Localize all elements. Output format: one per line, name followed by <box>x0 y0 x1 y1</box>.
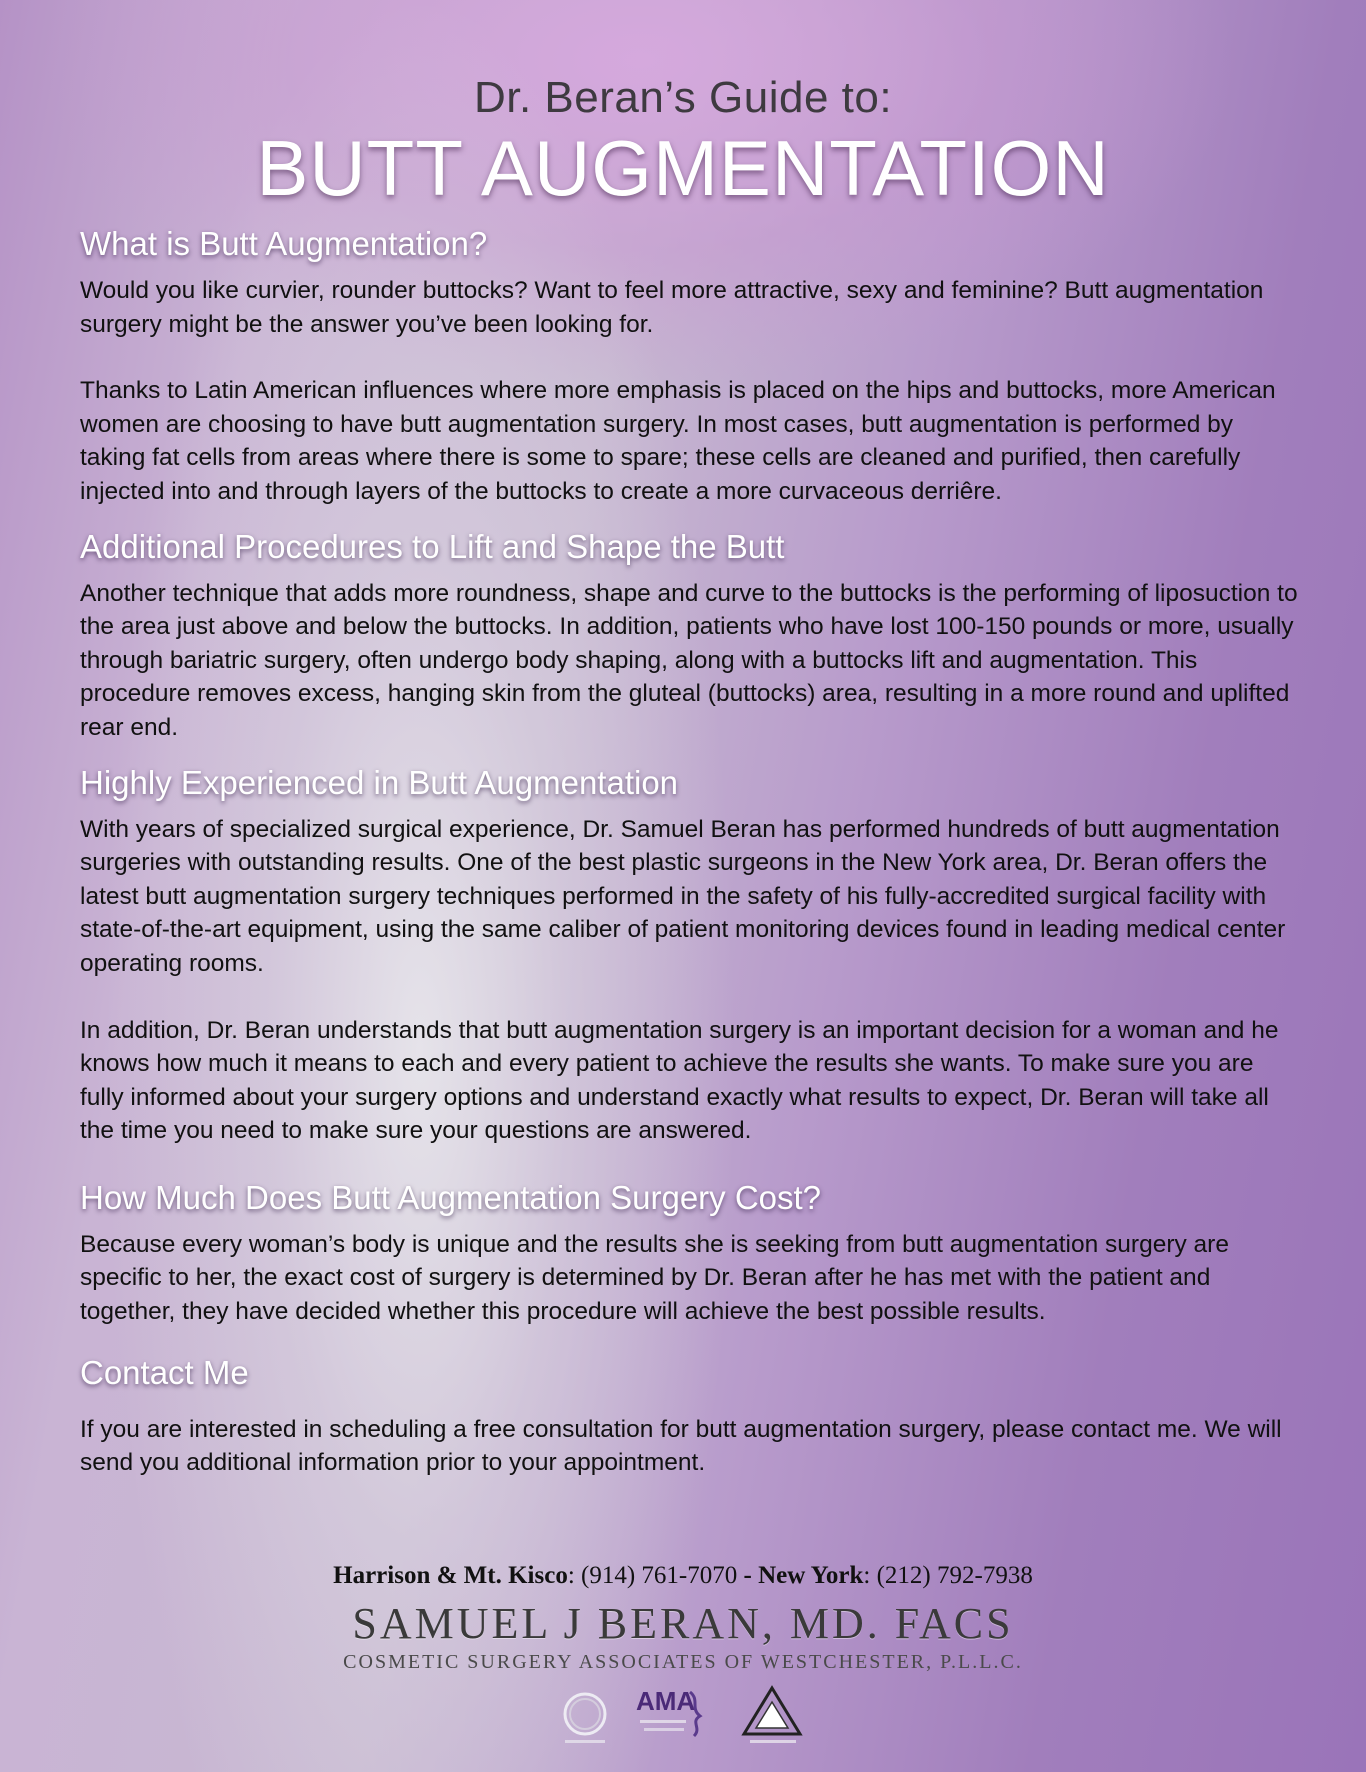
section-paragraph: If you are interested in scheduling a free consultation for butt augmentation surgery, please contact me. We will send you additional information prior to your appointment. <box>80 1415 1282 1477</box>
phone-new-york[interactable]: (212) 792-7938 <box>876 1562 1033 1589</box>
main-content <box>80 222 1300 1480</box>
phone-harrison[interactable]: (914) 761-7070 <box>581 1562 738 1589</box>
header <box>0 72 1366 210</box>
section-cost <box>80 1176 1300 1329</box>
section-paragraph: Would you like curvier, rounder buttocks? Want to feel more attractive, sexy and feminine? Butt augmentation surgery might be the answer you’ve been looking for. <box>80 277 1264 338</box>
footer <box>0 1560 1366 1674</box>
page-subtitle: Dr. Beran’s Guide to: <box>473 73 893 122</box>
page-title: BUTT AUGMENTATION <box>256 124 1110 212</box>
location-new-york: New York <box>758 1562 864 1589</box>
section-additional-procedures <box>80 525 1300 745</box>
section-heading: Contact Me <box>80 1353 249 1391</box>
section-experience <box>80 761 1300 1148</box>
brand-name: SAMUEL J BERAN, MD. FACS <box>352 1599 1014 1648</box>
section-heading: Additional Procedures to Lift and Shape the Butt <box>80 527 785 565</box>
affiliation-logos <box>540 1678 840 1758</box>
section-paragraph: Another technique that adds more roundness, shape and curve to the buttocks is the performing of liposuction to the area just above and below the buttocks. In addition, patients who have lost 100-150 pounds or more, usually through bariatric surgery, often undergo body shaping, along with a buttocks lift and augmentation. This procedure removes excess, hanging skin from the gluteal (buttocks) area, resulting in a more round and uplifted rear end. <box>80 579 1298 741</box>
ama-logo-text: AMA <box>636 1686 696 1716</box>
location-harrison: Harrison & Mt. Kisco <box>333 1562 568 1589</box>
triangle-seal-icon <box>744 1688 800 1743</box>
brand-subtitle: COSMETIC SURGERY ASSOCIATES OF WESTCHESTER, P.L.L.C. <box>343 1651 1023 1673</box>
contact-phones: Harrison & Mt. Kisco: (914) 761-7070 - New York: (212) 792-7938 <box>333 1562 1033 1589</box>
phone-separator: - <box>743 1562 752 1589</box>
section-heading: What is Butt Augmentation? <box>80 225 488 262</box>
section-what-is <box>80 222 1300 509</box>
section-paragraph: Because every woman’s body is unique and the results she is seeking from butt augmentation surgery are specific to her, the exact cost of surgery is determined by Dr. Beran after he has met with the patient and together, they have decided whether this procedure will achieve the best possible results. <box>80 1230 1229 1326</box>
ring-logo-icon <box>565 1694 605 1743</box>
section-contact <box>80 1351 1300 1480</box>
section-paragraph: In addition, Dr. Beran understands that butt augmentation surgery is an important decision for a woman and he knows how much it means to each and every patient to achieve the results she wants. To make sure you are fully informed about your surgery options and understand exactly what results to expect, Dr. Beran will take all the time you need to make sure your questions are answered. <box>80 1016 1279 1145</box>
section-paragraph: Thanks to Latin American influences where more emphasis is placed on the hips and buttocks, more American women are choosing to have butt augmentation surgery. In most cases, butt augmentation is performed by taking fat cells from areas where there is some to spare; these cells are cleaned and purified, then carefully injected into and through layers of the buttocks to create a more curvaceous derriêre. <box>80 377 1276 505</box>
logos-svg <box>540 1678 840 1758</box>
ama-logo-icon <box>636 1686 700 1736</box>
section-heading: Highly Experienced in Butt Augmentation <box>80 763 679 801</box>
section-heading: How Much Does Butt Augmentation Surgery Cost? <box>80 1178 822 1216</box>
section-paragraph: With years of specialized surgical experience, Dr. Samuel Beran has performed hundreds of butt augmentation surgeries with outstanding results. One of the best plastic surgeons in the New York area, Dr. Beran offers the latest butt augmentation surgery techniques performed in the safety of his fully-accredited surgical facility with state-of-the-art equipment, using the same caliber of patient monitoring devices found in leading medical center operating rooms. <box>80 815 1286 977</box>
